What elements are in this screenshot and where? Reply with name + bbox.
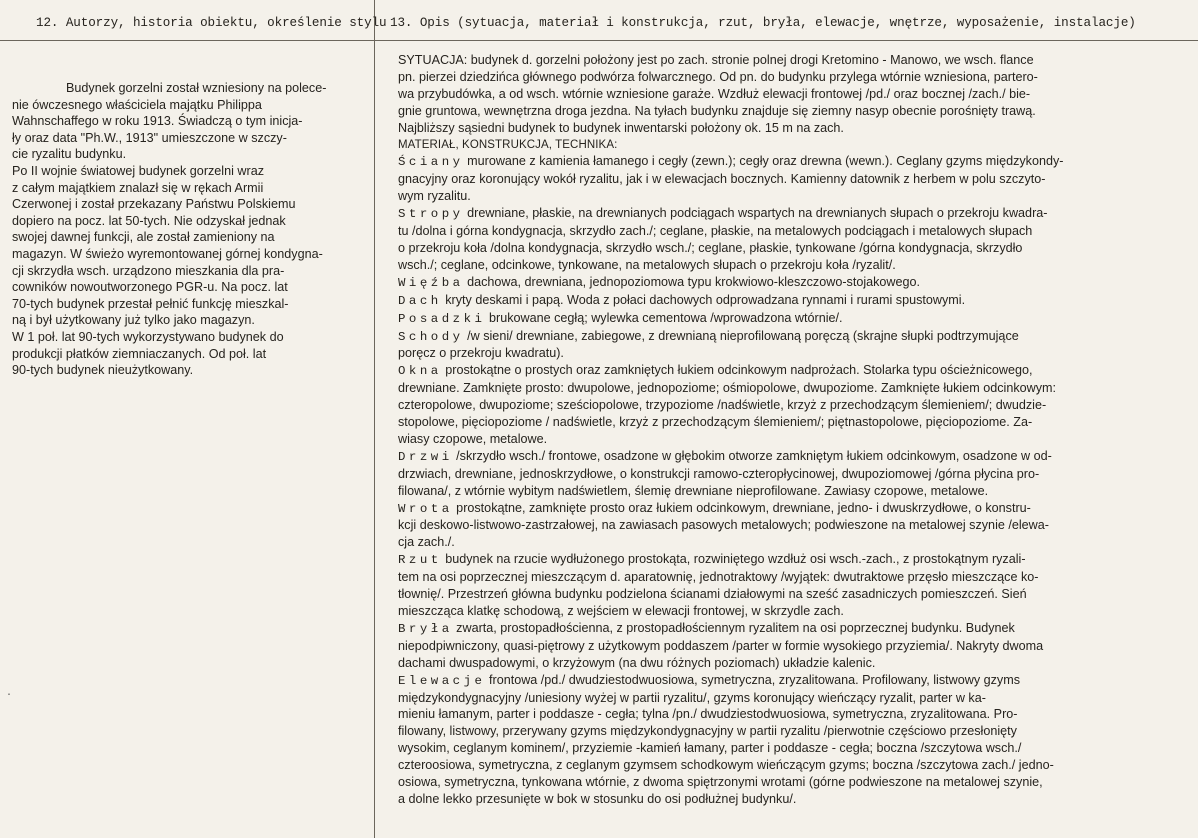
description-line: Stropy drewniane, płaskie, na drewnianych podciągach wspartych na drewnianych słupach o przekroju kwadra- bbox=[398, 206, 1048, 222]
description-line: MATERIAŁ, KONSTRUKCJA, TECHNIKA: bbox=[398, 138, 618, 151]
history-line: ną i był użytkowany już tylko jako magazyn. bbox=[12, 313, 255, 328]
history-line: magazyn. W świeżo wyremontowanej górnej kondygna- bbox=[12, 246, 323, 261]
description-line: Ściany murowane z kamienia łamanego i cegły (zewn.); cegły oraz drewna (wewn.). Ceglany gzyms międzykondy- bbox=[398, 154, 1064, 170]
section-keyword: Rzut bbox=[398, 553, 442, 568]
section-keyword: Elewacje bbox=[398, 673, 486, 688]
description-line: o przekroju koła /dolna kondygnacja, skrzydło wsch./; ceglane, płaskie, tynkowane /górna kondygnacja, skrzydło bbox=[398, 240, 1023, 255]
history-line: 70-tych budynek przestał pełnić funkcję mieszkal- bbox=[12, 296, 289, 311]
margin-mark: · bbox=[6, 690, 13, 701]
history-line: 90-tych budynek nieużytkowany. bbox=[12, 363, 194, 378]
description-line: Rzut budynek na rzucie wydłużonego prostokąta, rozwiniętego wzdłuż osi wsch.-zach., z prostokątnym ryzali- bbox=[398, 552, 1026, 568]
section-keyword: Bryła bbox=[398, 621, 453, 636]
section-keyword: Schody bbox=[398, 329, 464, 344]
description-line: dachami dwuspadowymi, o krzyżowym (na dwu różnych poziomach) układzie kalenic. bbox=[398, 655, 876, 670]
description-line: wysokim, ceglanym kominem/, przyziemie -kamień łamany, parter i poddasze - cegła; boczna /szczytowa wsch./ bbox=[398, 741, 1022, 756]
section-keyword: Ściany bbox=[398, 155, 464, 170]
description-line: wa przybudówka, a od wsch. wtórnie wzniesione garaże. Wzdłuż elewacji frontowej /pd./ oraz bocznej /zach./ bie- bbox=[398, 86, 1031, 101]
history-line: cowników nowoutworzonego PGR-u. Na pocz. lat bbox=[12, 280, 288, 295]
description-line: gnacyjny oraz koronujący wokół ryzalitu, jak i w elewacjach bocznych. Kamienny datownik z herbem w polu szczyto- bbox=[398, 172, 1046, 187]
description-line: Posadzki brukowane cegłą; wylewka cementowa /wprowadzona wtórnie/. bbox=[398, 310, 843, 326]
description-line: filowana/, z wtórnie wybitym nadświetlem, ślemię drewniane nieprofilowane. Zawiasy czopowe, metalowe. bbox=[398, 483, 989, 498]
description-line: wiasy czopowe, metalowe. bbox=[398, 431, 548, 446]
description-line: drewniane. Zamknięte prosto: dwupolowe, jednopoziome; ośmiopolowe, dwupoziome. Zamknięte łukiem odcinkowym: bbox=[398, 381, 1056, 396]
section-keyword: Wrota bbox=[398, 501, 453, 516]
description-line: Dach kryty deskami i papą. Woda z połaci dachowych odprowadzana rynnami i rurami spustowymi. bbox=[398, 292, 966, 308]
description-line: Najbliższy sąsiedni budynek to budynek inwentarski położony ok. 15 m na zach. bbox=[398, 120, 844, 135]
history-line: z całym majątkiem znalazł się w rękach Armii bbox=[12, 180, 264, 195]
description-line: Schody /w sieni/ drewniane, zabiegowe, z drewnianą nieprofilowaną poręczą (skrajne słupki podtrzymujące bbox=[398, 328, 1019, 344]
section-keyword: Posadzki bbox=[398, 311, 486, 326]
section-keyword: Okna bbox=[398, 364, 442, 379]
description-line: tem na osi poprzecznej mieszczącym d. aparatownię, jednotraktowy /wyjątek: dwutraktowe przęsło mieszczące ko- bbox=[398, 570, 1039, 585]
section-12-heading: 12. Autorzy, historia obiektu, określenie stylu bbox=[36, 16, 387, 30]
history-line: ły oraz data "Ph.W., 1913" umieszczone w szczy- bbox=[12, 130, 287, 145]
column-divider bbox=[374, 0, 375, 838]
description-line: czteroosiowa, symetryczna, z ceglanym gzymsem schodkowym wieńczącym gzyms; boczna /szczytowa zach./ jedno- bbox=[398, 758, 1054, 773]
history-text bbox=[12, 80, 364, 379]
description-line: osiowa, symetryczna, tynkowana wtórnie, z dwoma spiętrzonymi wrotami (górne podwieszone na metalowej szynie, bbox=[398, 775, 1043, 790]
section-keyword: Stropy bbox=[398, 207, 464, 222]
history-line: swojej dawnej funkcji, ale został zamieniony na bbox=[12, 230, 275, 245]
description-line: Wrota prostokątne, zamknięte prosto oraz łukiem odcinkowym, drewniane, jedno- i dwuskrzydłowe, o konstru- bbox=[398, 500, 1031, 516]
description-line: stopolowe, pięciopoziome / nadświetle, krzyż z przechodzącym ślemieniem/; piętnastopolowe, pięciopoziome. Za- bbox=[398, 415, 1033, 430]
section-keyword: Więźba bbox=[398, 275, 464, 290]
description-line: Elewacje frontowa /pd./ dwudziestodwuosiowa, symetryczna, zryzalitowana. Profilowany, listwowy gzyms bbox=[398, 672, 1021, 688]
description-line: międzykondygnacyjny /uniesiony wyżej w partii ryzalitu/, gzyms koronujący wieńczący ryzalit, parter w ka- bbox=[398, 690, 986, 705]
description-line: cja zach./. bbox=[398, 535, 455, 550]
description-line: a dolne lekko przesunięte w bok w stosunku do osi podłużnej budynku/. bbox=[398, 791, 797, 806]
history-line: Budynek gorzelni został wzniesiony na polece- bbox=[66, 81, 327, 95]
description-line: czteropolowe, dwupoziome; sześciopolowe, trzypoziome /nadświetle, krzyż z przechodzącym ślemieniem/; dwudzie- bbox=[398, 398, 1047, 413]
history-line: Wahnschaffego w roku 1913. Świadczą o tym inicja- bbox=[12, 114, 303, 129]
description-line: tłownię/. Przestrzeń główna budynku podzielona ścianami działowymi na sześć zasadniczych pomieszczeń. Sień bbox=[398, 587, 1027, 602]
description-line: poręcz o przekroju kwadratu). bbox=[398, 346, 564, 361]
history-line: dopiero na pocz. lat 50-tych. Nie odzyskał jednak bbox=[12, 213, 286, 228]
description-line: Bryła zwarta, prostopadłościenna, z prostopadłościennym ryzalitem na osi poprzecznej budynku. Budynek bbox=[398, 620, 1015, 636]
description-line: niepodpiwniczony, quasi-piętrowy z użytkowym poddaszem /parter w formie wysokiego przyziemia/. Nakryty dwoma bbox=[398, 638, 1044, 653]
history-line: produkcji płatków ziemniaczanych. Od poł. lat bbox=[12, 346, 267, 361]
description-line: kcji deskowo-listwowo-zastrzałowej, na zawiasach pasowych metalowych; podwieszone na metalowej szynie /elewa- bbox=[398, 518, 1049, 533]
history-line: nie ówczesnego właściciela majątku Philippa bbox=[12, 97, 262, 112]
description-line: pn. pierzei dziedzińca głównego podwórza folwarcznego. Od pn. do budynku przylega wtórnie wzniesiona, partero- bbox=[398, 69, 1038, 84]
history-line: Po II wojnie światowej budynek gorzelni wraz bbox=[12, 163, 264, 178]
description-line: gnie gruntowa, wewnętrzna droga jezdna. Na tyłach budynku znajduje się ziemny nasyp obecnie porośnięty trawą. bbox=[398, 103, 1036, 118]
history-line: Czerwonej i został przekazany Państwu Polskiemu bbox=[12, 197, 296, 212]
description-line: mieszcząca klatkę schodową, z wejściem w elewacji frontowej, w skrzydle zach. bbox=[398, 604, 844, 618]
history-line: W 1 poł. lat 90-tych wykorzystywano budynek do bbox=[12, 329, 284, 344]
section-13-heading: 13. Opis (sytuacja, materiał i konstrukcja, rzut, bryła, elewacje, wnętrze, wyposażenie, instalacje) bbox=[390, 16, 1136, 30]
description-line: filowany, listwowy, przerywany gzyms międzykondygnacyjny w partii ryzalitu /pierwotnie częściowo przesłonięty bbox=[398, 724, 1017, 739]
history-line: cie ryzalitu budynku. bbox=[12, 147, 127, 162]
section-keyword: Drzwi bbox=[398, 449, 453, 464]
description-line: drzwiach, drewniane, jednoskrzydłowe, o konstrukcji ramowo-czteropłycinowej, dwupoziomowej /górna płycina pro- bbox=[398, 466, 1040, 481]
description-line: Drzwi /skrzydło wsch./ frontowe, osadzone w głębokim otworze zamkniętym łukiem odcinkowym, osadzone w od- bbox=[398, 448, 1052, 464]
section-keyword: Dach bbox=[398, 293, 442, 308]
description-line: wym ryzalitu. bbox=[398, 189, 471, 204]
description-line: SYTUACJA: budynek d. gorzelni położony jest po zach. stronie polnej drogi Kretomino - Manowo, we wsch. flance bbox=[398, 53, 1034, 67]
description-text bbox=[398, 52, 1188, 808]
description-line: wsch./; ceglane, odcinkowe, tynkowane, na metalowych słupach o przekroju koła /ryzalit/. bbox=[398, 257, 896, 272]
history-line: cji skrzydła wsch. urządzono mieszkania dla pra- bbox=[12, 263, 285, 278]
description-line: Więźba dachowa, drewniana, jednopoziomowa typu krokwiowo-kleszczowo-stojakowego. bbox=[398, 274, 921, 290]
description-line: tu /dolna i górna kondygnacja, skrzydło zach./; ceglane, płaskie, na metalowych podciągach i metalowych słupach bbox=[398, 224, 1033, 239]
header-rule bbox=[0, 40, 1198, 41]
description-line: mieniu łamanym, parter i poddasze - cegła; tylna /pn./ dwudziestodwuosiowa, symetryczna, zryzalitowana. Pro- bbox=[398, 707, 1018, 722]
description-line: Okna prostokątne o prostych oraz zamkniętych łukiem odcinkowym nadprożach. Stolarka typu ościeżnicowego, bbox=[398, 363, 1033, 379]
